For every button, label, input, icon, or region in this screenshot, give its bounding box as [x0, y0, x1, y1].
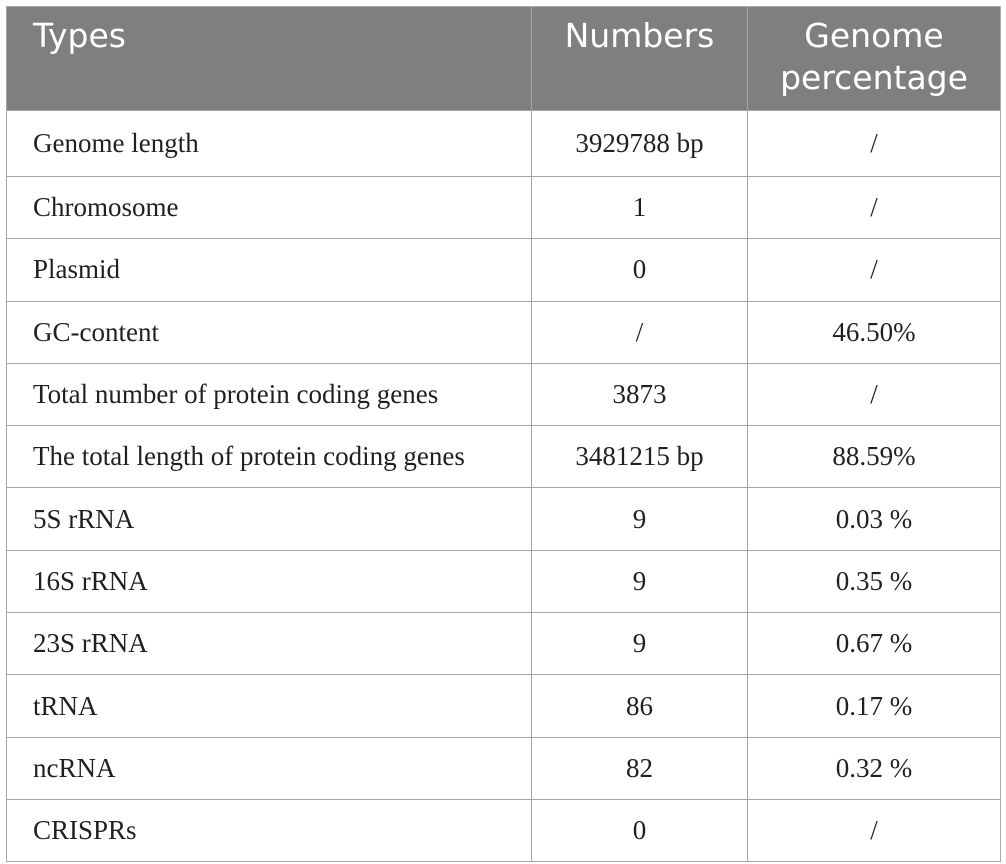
type-cell: 16S rRNA: [7, 550, 532, 612]
number-cell: 3481215 bp: [532, 426, 748, 488]
type-cell: Plasmid: [7, 239, 532, 301]
table-row: [7, 675, 1001, 737]
percentage-cell: /: [748, 111, 1001, 177]
header-types: Types: [7, 7, 532, 111]
genome-features-table-container: [6, 6, 1000, 862]
table-header: [7, 7, 1001, 111]
header-numbers: Numbers: [532, 7, 748, 111]
header-row: [7, 7, 1001, 111]
type-cell: tRNA: [7, 675, 532, 737]
percentage-cell: /: [748, 363, 1001, 425]
table-row: [7, 737, 1001, 799]
table-row: [7, 177, 1001, 239]
type-cell: Genome length: [7, 111, 532, 177]
percentage-cell: 0.35 %: [748, 550, 1001, 612]
number-cell: /: [532, 301, 748, 363]
type-cell: Total number of protein coding genes: [7, 363, 532, 425]
type-cell: 23S rRNA: [7, 613, 532, 675]
table-row: [7, 111, 1001, 177]
header-genome-percentage: Genome percentage: [748, 7, 1001, 111]
number-cell: 9: [532, 550, 748, 612]
percentage-cell: 0.03 %: [748, 488, 1001, 550]
percentage-cell: 0.17 %: [748, 675, 1001, 737]
percentage-cell: 0.32 %: [748, 737, 1001, 799]
type-cell: Chromosome: [7, 177, 532, 239]
number-cell: 9: [532, 613, 748, 675]
percentage-cell: 46.50%: [748, 301, 1001, 363]
type-cell: ncRNA: [7, 737, 532, 799]
table-row: [7, 613, 1001, 675]
number-cell: 0: [532, 799, 748, 861]
table-row: [7, 301, 1001, 363]
table-row: [7, 550, 1001, 612]
table-row: [7, 488, 1001, 550]
number-cell: 9: [532, 488, 748, 550]
genome-features-table: [6, 6, 1001, 862]
percentage-cell: /: [748, 799, 1001, 861]
percentage-cell: 88.59%: [748, 426, 1001, 488]
type-cell: 5S rRNA: [7, 488, 532, 550]
number-cell: 0: [532, 239, 748, 301]
number-cell: 86: [532, 675, 748, 737]
table-body: [7, 111, 1001, 862]
table-row: [7, 426, 1001, 488]
type-cell: GC-content: [7, 301, 532, 363]
type-cell: The total length of protein coding genes: [7, 426, 532, 488]
table-row: [7, 239, 1001, 301]
number-cell: 82: [532, 737, 748, 799]
percentage-cell: 0.67 %: [748, 613, 1001, 675]
number-cell: 1: [532, 177, 748, 239]
type-cell: CRISPRs: [7, 799, 532, 861]
percentage-cell: /: [748, 239, 1001, 301]
number-cell: 3929788 bp: [532, 111, 748, 177]
number-cell: 3873: [532, 363, 748, 425]
table-row: [7, 363, 1001, 425]
percentage-cell: /: [748, 177, 1001, 239]
table-row: [7, 799, 1001, 861]
